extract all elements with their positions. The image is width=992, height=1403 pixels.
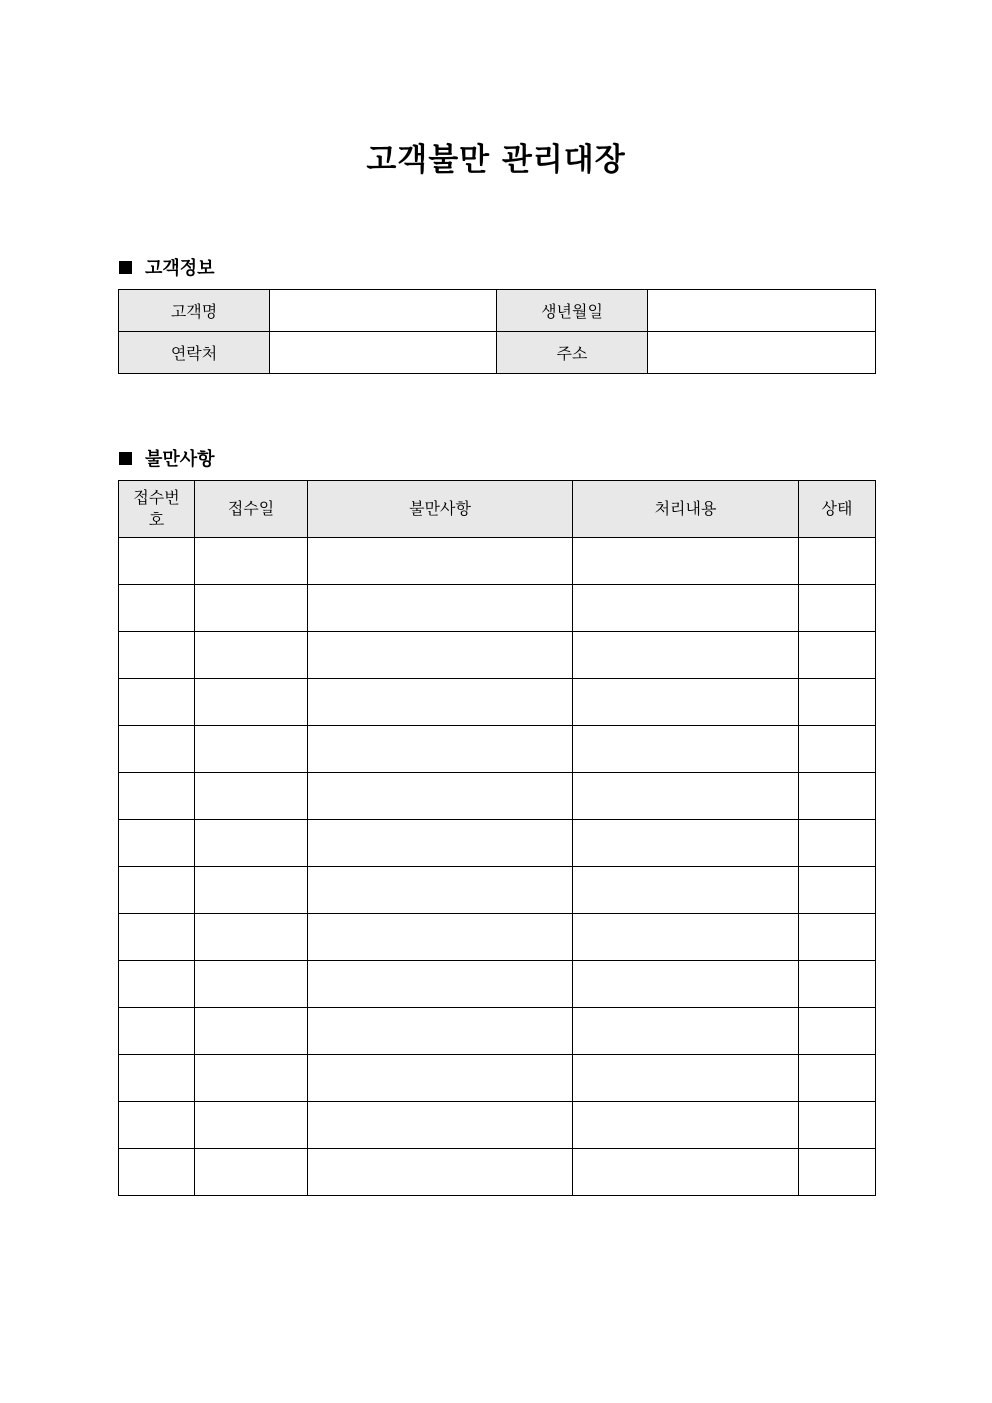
receipt-date-cell[interactable]: [195, 1008, 308, 1055]
receipt-number-cell[interactable]: [119, 679, 195, 726]
status-cell[interactable]: [799, 773, 876, 820]
resolution-cell[interactable]: [573, 538, 799, 585]
table-row: [119, 332, 876, 374]
contact-label: 연락처: [119, 332, 270, 374]
contact-field[interactable]: [270, 332, 497, 374]
complaint-cell[interactable]: [308, 632, 573, 679]
status-cell[interactable]: [799, 585, 876, 632]
status-cell[interactable]: [799, 538, 876, 585]
receipt-date-cell[interactable]: [195, 914, 308, 961]
receipt-number-cell[interactable]: [119, 538, 195, 585]
receipt-date-cell[interactable]: [195, 538, 308, 585]
resolution-cell[interactable]: [573, 914, 799, 961]
receipt-date-cell[interactable]: [195, 961, 308, 1008]
square-bullet-icon: [119, 261, 132, 274]
receipt-number-cell[interactable]: [119, 773, 195, 820]
table-row: [119, 1055, 876, 1102]
table-row: [119, 290, 876, 332]
complaint-cell[interactable]: [308, 585, 573, 632]
complaint-table: [118, 480, 876, 1196]
complaint-cell[interactable]: [308, 726, 573, 773]
receipt-number-cell[interactable]: [119, 914, 195, 961]
status-cell[interactable]: [799, 867, 876, 914]
table-row: [119, 632, 876, 679]
birth-date-field[interactable]: [648, 290, 876, 332]
table-row: [119, 585, 876, 632]
column-header-complaint: 불만사항: [308, 481, 573, 538]
page-title: 고객불만 관리대장: [366, 142, 626, 178]
complaint-cell[interactable]: [308, 1149, 573, 1196]
complaint-heading-text: 불만사항: [145, 449, 215, 470]
table-row: [119, 1008, 876, 1055]
resolution-cell[interactable]: [573, 1149, 799, 1196]
resolution-cell[interactable]: [573, 1055, 799, 1102]
status-cell[interactable]: [799, 679, 876, 726]
receipt-number-cell[interactable]: [119, 961, 195, 1008]
receipt-date-cell[interactable]: [195, 726, 308, 773]
column-header-status: 상태: [799, 481, 876, 538]
resolution-cell[interactable]: [573, 820, 799, 867]
receipt-date-cell[interactable]: [195, 1055, 308, 1102]
receipt-date-cell[interactable]: [195, 773, 308, 820]
column-header-resolution: 처리내용: [573, 481, 799, 538]
receipt-date-cell[interactable]: [195, 820, 308, 867]
resolution-cell[interactable]: [573, 679, 799, 726]
status-cell[interactable]: [799, 632, 876, 679]
receipt-date-cell[interactable]: [195, 632, 308, 679]
customer-info-heading: [119, 254, 215, 280]
complaint-cell[interactable]: [308, 538, 573, 585]
receipt-number-cell[interactable]: [119, 632, 195, 679]
table-row: [119, 538, 876, 585]
complaint-cell[interactable]: [308, 961, 573, 1008]
status-cell[interactable]: [799, 961, 876, 1008]
status-cell[interactable]: [799, 726, 876, 773]
status-cell[interactable]: [799, 914, 876, 961]
table-row: [119, 961, 876, 1008]
complaint-cell[interactable]: [308, 914, 573, 961]
column-header-receipt-date: 접수일: [195, 481, 308, 538]
complaint-cell[interactable]: [308, 679, 573, 726]
table-row: [119, 820, 876, 867]
table-header-row: [119, 481, 876, 538]
table-row: [119, 679, 876, 726]
receipt-number-cell[interactable]: [119, 867, 195, 914]
resolution-cell[interactable]: [573, 585, 799, 632]
table-row: [119, 726, 876, 773]
complaint-cell[interactable]: [308, 867, 573, 914]
customer-name-field[interactable]: [270, 290, 497, 332]
status-cell[interactable]: [799, 1008, 876, 1055]
resolution-cell[interactable]: [573, 1102, 799, 1149]
table-row: [119, 1102, 876, 1149]
table-row: [119, 914, 876, 961]
address-label: 주소: [497, 332, 648, 374]
receipt-number-cell[interactable]: [119, 1055, 195, 1102]
complaint-cell[interactable]: [308, 773, 573, 820]
column-header-receipt-number: 접수번호: [119, 481, 195, 538]
table-row: [119, 867, 876, 914]
complaint-cell[interactable]: [308, 1008, 573, 1055]
resolution-cell[interactable]: [573, 1008, 799, 1055]
resolution-cell[interactable]: [573, 867, 799, 914]
receipt-number-cell[interactable]: [119, 1102, 195, 1149]
receipt-date-cell[interactable]: [195, 679, 308, 726]
table-row: [119, 773, 876, 820]
birth-date-label: 생년월일: [497, 290, 648, 332]
complaint-cell[interactable]: [308, 820, 573, 867]
resolution-cell[interactable]: [573, 632, 799, 679]
status-cell[interactable]: [799, 1102, 876, 1149]
complaint-cell[interactable]: [308, 1055, 573, 1102]
table-row: [119, 1149, 876, 1196]
status-cell[interactable]: [799, 820, 876, 867]
receipt-number-cell[interactable]: [119, 726, 195, 773]
receipt-date-cell[interactable]: [195, 867, 308, 914]
receipt-date-cell[interactable]: [195, 1149, 308, 1196]
customer-info-table: [118, 289, 876, 374]
complaint-heading: [119, 445, 215, 471]
customer-info-heading-text: 고객정보: [145, 258, 215, 279]
receipt-date-cell[interactable]: [195, 1102, 308, 1149]
receipt-number-cell[interactable]: [119, 1008, 195, 1055]
status-cell[interactable]: [799, 1055, 876, 1102]
square-bullet-icon: [119, 452, 132, 465]
receipt-number-cell[interactable]: [119, 1149, 195, 1196]
receipt-number-cell[interactable]: [119, 585, 195, 632]
resolution-cell[interactable]: [573, 726, 799, 773]
status-cell[interactable]: [799, 1149, 876, 1196]
address-field[interactable]: [648, 332, 876, 374]
receipt-number-cell[interactable]: [119, 820, 195, 867]
resolution-cell[interactable]: [573, 773, 799, 820]
resolution-cell[interactable]: [573, 961, 799, 1008]
customer-name-label: 고객명: [119, 290, 270, 332]
receipt-date-cell[interactable]: [195, 585, 308, 632]
complaint-cell[interactable]: [308, 1102, 573, 1149]
